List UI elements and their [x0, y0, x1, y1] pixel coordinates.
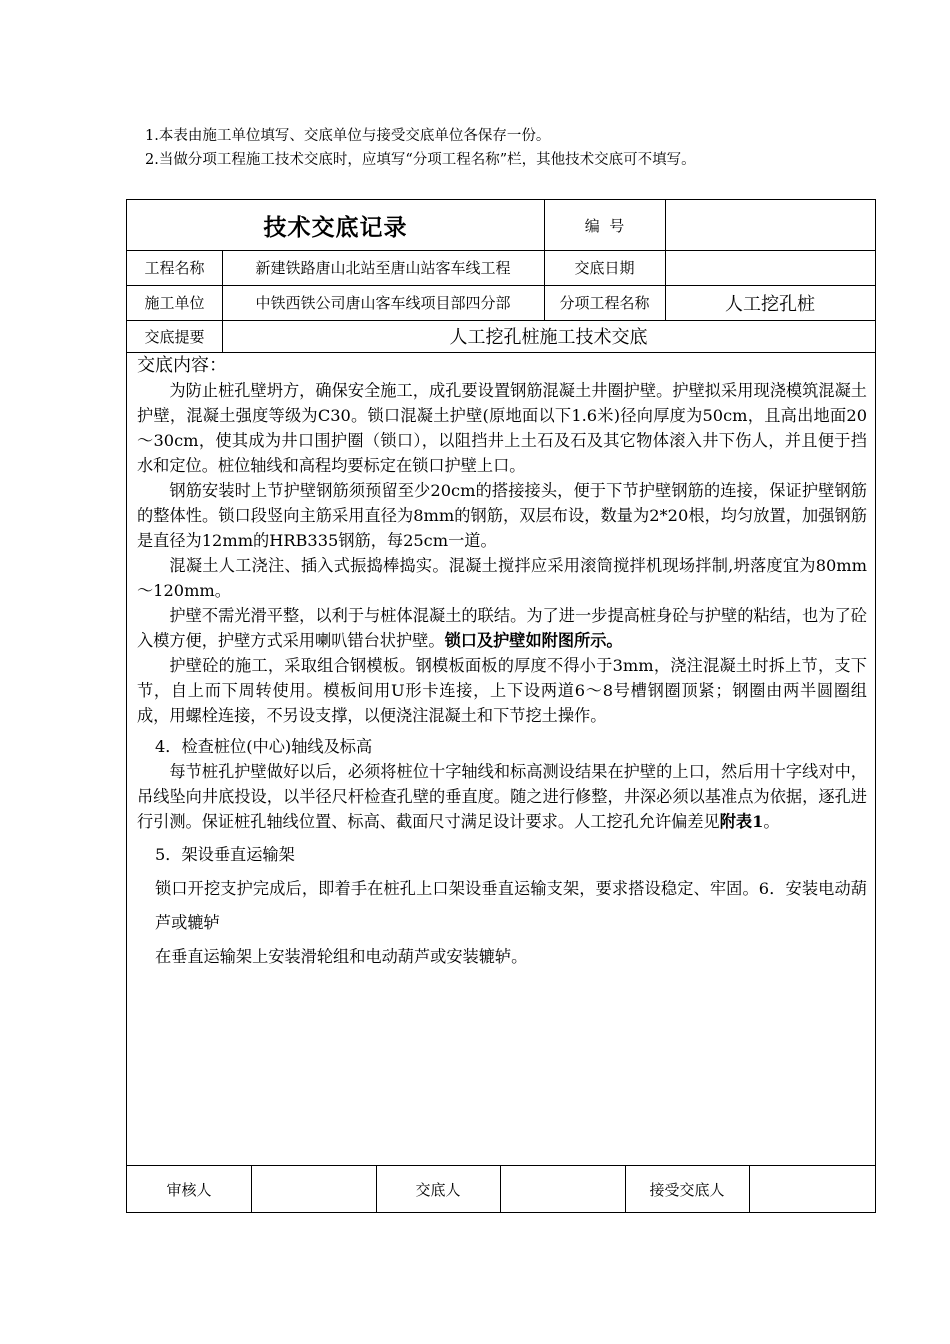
date-label: 交底日期	[574, 259, 635, 277]
rule	[127, 352, 875, 353]
content-bold-text: 附表1	[719, 812, 764, 831]
section-heading: 4．检查桩位(中心)轴线及标高	[155, 737, 373, 756]
code-value[interactable]	[665, 200, 875, 250]
project-name-label: 工程名称	[144, 259, 205, 277]
receiver-label: 接受交底人	[649, 1180, 725, 1199]
content-paragraph	[137, 759, 867, 834]
content-text: 。	[763, 812, 780, 831]
reviewer-label: 审核人	[166, 1180, 212, 1199]
receiver-value[interactable]	[749, 1165, 875, 1213]
content-paragraph: 在垂直运输架上安装滑轮组和电动葫芦或安装辘轳。	[155, 947, 528, 966]
content-text: 护壁不需光滑平整，以利于与桩体混凝土的联结。为了进一步提高桩身砼与护壁的粘结，也为了砼入模方便，护壁方式采用喇叭错台状护壁。	[137, 606, 867, 650]
reviewer-value[interactable]	[251, 1165, 376, 1213]
content-paragraph: 混凝土人工浇注、插入式振捣棒捣实。混凝土搅拌应采用滚筒搅拌机现场拌制,坍落度宜为80mm～120mm。	[137, 556, 867, 600]
subproject-value[interactable]: 人工挖孔桩	[725, 293, 815, 315]
content-heading: 交底内容：	[137, 355, 227, 376]
date-value[interactable]	[665, 250, 875, 285]
content-bold-text: 锁口及护壁如附图所示。	[444, 631, 623, 650]
project-name-value[interactable]: 新建铁路唐山北站至唐山站客车线工程	[255, 259, 511, 277]
subproject-label: 分项工程名称	[559, 294, 650, 312]
discloser-label: 交底人	[415, 1180, 461, 1199]
section-heading: 5．架设垂直运输架	[155, 845, 295, 864]
form-notes	[145, 124, 696, 172]
note-2: 2.当做分项工程施工技术交底时，应填写“分项工程名称”栏，其他技术交底可不填写。	[145, 152, 696, 168]
record-table	[126, 199, 876, 1213]
construction-unit-value[interactable]: 中铁西铁公司唐山客车线项目部四分部	[255, 294, 511, 312]
form-title: 技术交底记录	[263, 214, 408, 241]
content-text: 每节桩孔护壁做好以后，必须将桩位十字轴线和标高测设结果在护壁的上口，然后用十字线对中，吊线坠向井底投设，以半径尺杆检查孔壁的垂直度。随之进行修整，井深必须以基准点为依据，逐孔进行引测。保证桩孔轴线位置、标高、截面尺寸满足设计要求。人工挖孔允许偏差见	[137, 762, 867, 831]
disclosure-content	[137, 354, 867, 974]
construction-unit-label: 施工单位	[144, 294, 205, 312]
content-paragraph: 为防止桩孔壁坍方，确保安全施工，成孔要设置钢筋混凝土井圈护壁。护壁拟采用现浇模筑混凝土护壁，混凝土强度等级为C30。锁口混凝土护壁(原地面以下1.6米)径向厚度为50cm，且高出地面20～30cm，使其成为井口围护圈（锁口），以阻挡井上土石及石及其它物体滚入井下伤人，并且便于挡水和定位。桩位轴线和高程均要标定在锁口护壁上口。	[137, 381, 867, 475]
content-paragraph	[137, 603, 867, 653]
content-paragraph: 钢筋安装时上节护壁钢筋须预留至少20cm的搭接接头，便于下节护壁钢筋的连接，保证护壁钢筋的整体性。锁口段竖向主筋采用直径为8mm的钢筋，双层布设，数量为2*20根，均匀放置，加强钢筋是直径为12mm的HRB335钢筋，每25cm一道。	[137, 481, 867, 550]
discloser-value[interactable]	[500, 1165, 625, 1213]
note-1: 1.本表由施工单位填写、交底单位与接受交底单位各保存一份。	[145, 128, 551, 144]
content-paragraph: 护壁砼的施工，采取组合钢模板。钢模板面板的厚度不得小于3mm，浇注混凝土时拆上节，支下节，自上而下周转使用。模板间用U形卡连接，上下设两道6～8号槽钢圈顶紧；钢圈由两半圆圈组成，用螺栓连接，不另设支撑，以便浇注混凝土和下节挖土操作。	[137, 656, 867, 725]
summary-value[interactable]: 人工挖孔桩施工技术交底	[449, 327, 648, 348]
code-label: 编 号	[584, 216, 625, 235]
summary-label: 交底提要	[144, 327, 205, 346]
content-paragraph: 锁口开挖支护完成后，即着手在桩孔上口架设垂直运输支架，要求搭设稳定、牢固。6．安装电动葫芦或辘轳	[155, 879, 867, 932]
